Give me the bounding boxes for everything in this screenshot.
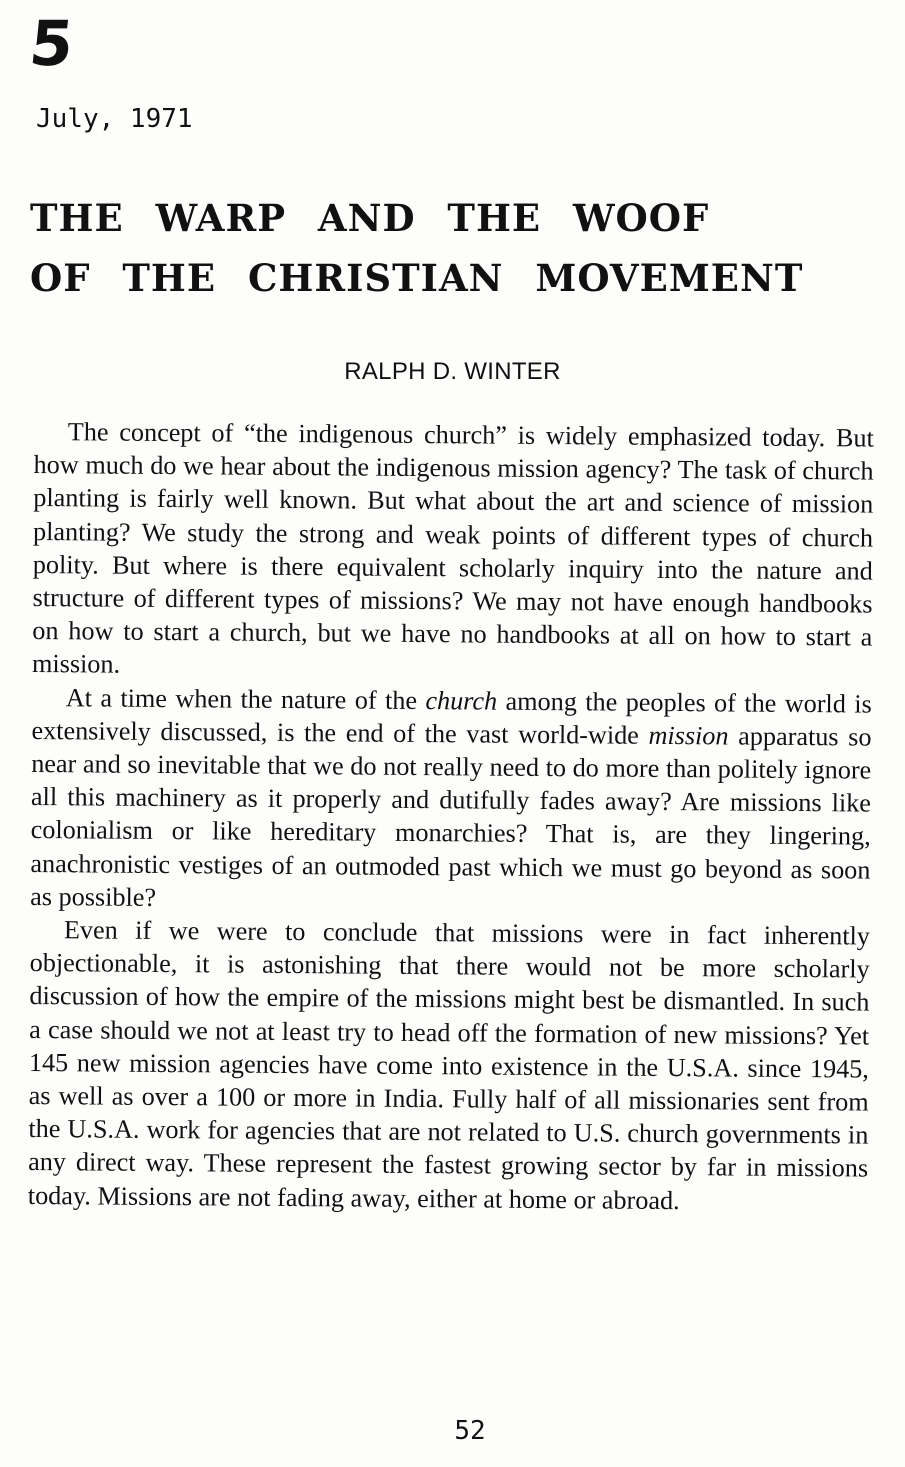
author-byline: RALPH D. WINTER [344,358,561,385]
publication-date: July, 1971 [36,104,193,134]
paragraph-2-part-2: among the peoples of the world is extensively discussed, is the end of the vast world-wide [31,686,872,750]
emphasis-mission: mission [648,720,729,751]
title-line-2: OF THE CHRISTIAN MOVEMENT [30,256,804,300]
page-number: 52 [454,1416,486,1446]
paragraph-2 [30,681,872,920]
paragraph-3: Even if we were to conclude that missions were in fact inherently objectionable, it is astonishing that there would not be more scholarly discussion of how the empire of the missions might best be dismantled. In such a case should we not at least try to head off the formation of new missions? Yet 145 new mission agencies have come into existence in the U.S.A. since 1945, as well as over a 100 or more in India. Fully half of all missionaries sent from the U.S.A. work for agencies that are not related to U.S. church governments in any direct way. These represent the fastest growing sector by far in missions today. Missions are not fading away, either at home or abroad. [27,915,871,1215]
paragraph-2-part-3: apparatus so near and so inevitable that we do not really need to do more than politely ignore all this machinery as it properly and dutifully fades away? Are missions like colonialism or like hereditary monarchies? That is, are they lingering, anachronistic vestiges of an outmoded past which we must go beyond as soon as possible? [30,721,872,912]
chapter-number: 5 [26,7,77,80]
article-body [28,415,874,1218]
emphasis-church: church [425,685,498,716]
article-title [30,188,880,308]
title-line-1: THE WARP AND THE WOOF [30,196,710,240]
paragraph-1: The concept of “the indigenous church” is widely emphasized today. But how much do we hear about the indigenous mission agency? The task of church planting is fairly well known. But what about the art and science of mission planting? We study the strong and weak points of different types of church polity. But where is there equivalent scholarly inquiry into the nature and structure of different types of missions? We may not have enough handbooks on how to start a church, but we have no handbooks at all on how to start a mission. [31,417,874,680]
paragraph-2-part-1: At a time when the nature of the [65,682,426,715]
